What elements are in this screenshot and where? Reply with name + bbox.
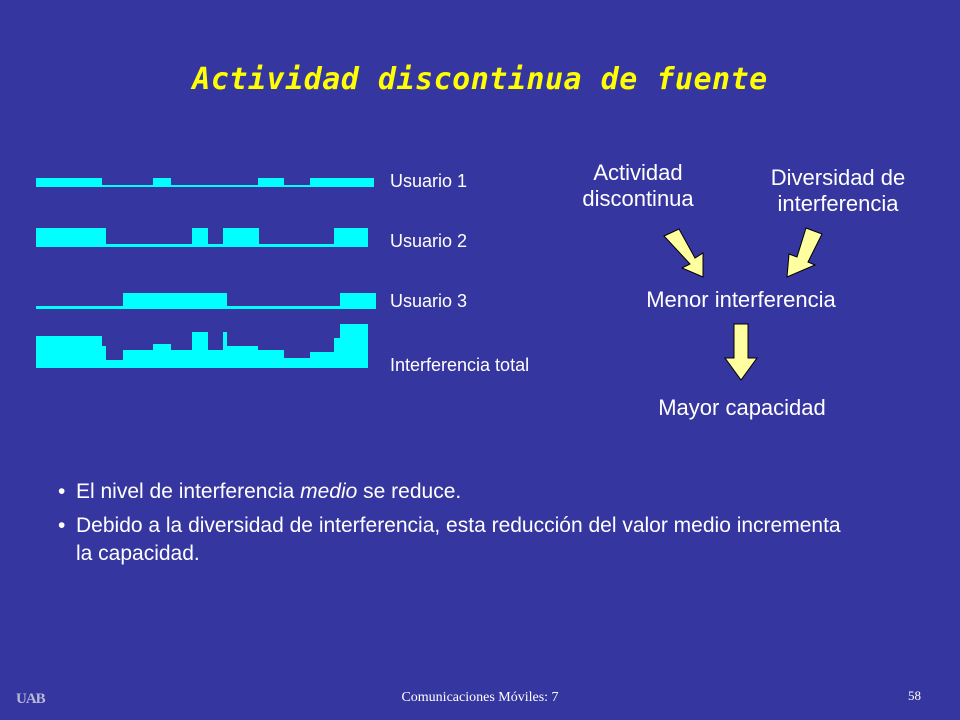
arrow-capacity-down [725, 324, 757, 380]
flow-more-capacity: Mayor capacidad [658, 395, 826, 420]
bullet-list [58, 478, 858, 574]
slide-title: Actividad discontinua de fuente [192, 62, 768, 97]
uab-logo: UAB [16, 691, 45, 707]
bullet-item-2: • Debido a la diversidad de interferencia, esta reducción del valor medio incrementa la capacidad. [58, 512, 858, 568]
signal-usuario-1 [36, 178, 374, 187]
footer-course: Comunicaciones Móviles: 7 [401, 690, 559, 705]
arrow-diversity-down [787, 228, 822, 277]
label-usuario-2: Usuario 2 [390, 231, 468, 251]
signal-interferencia-total [36, 324, 368, 368]
signal-usuario-2 [36, 228, 368, 247]
flow-activity: Actividad discontinua [582, 160, 694, 211]
flow-less-interference: Menor interferencia [646, 287, 836, 312]
page-number: 58 [908, 688, 921, 703]
label-usuario-3: Usuario 3 [390, 291, 468, 311]
flow-diversity: Diversidad de interferencia [770, 165, 906, 216]
bullet-1-italic: medio [300, 480, 358, 503]
arrow-activity-down [664, 229, 703, 277]
bullet-1-text-a: El nivel de interferencia [76, 480, 301, 503]
label-interferencia-total: Interferencia total [390, 355, 530, 375]
label-usuario-1: Usuario 1 [390, 171, 468, 191]
bullet-item-1 [58, 478, 858, 506]
bullet-1-text-b: se reduce. [357, 480, 462, 503]
signal-usuario-3 [36, 293, 376, 309]
